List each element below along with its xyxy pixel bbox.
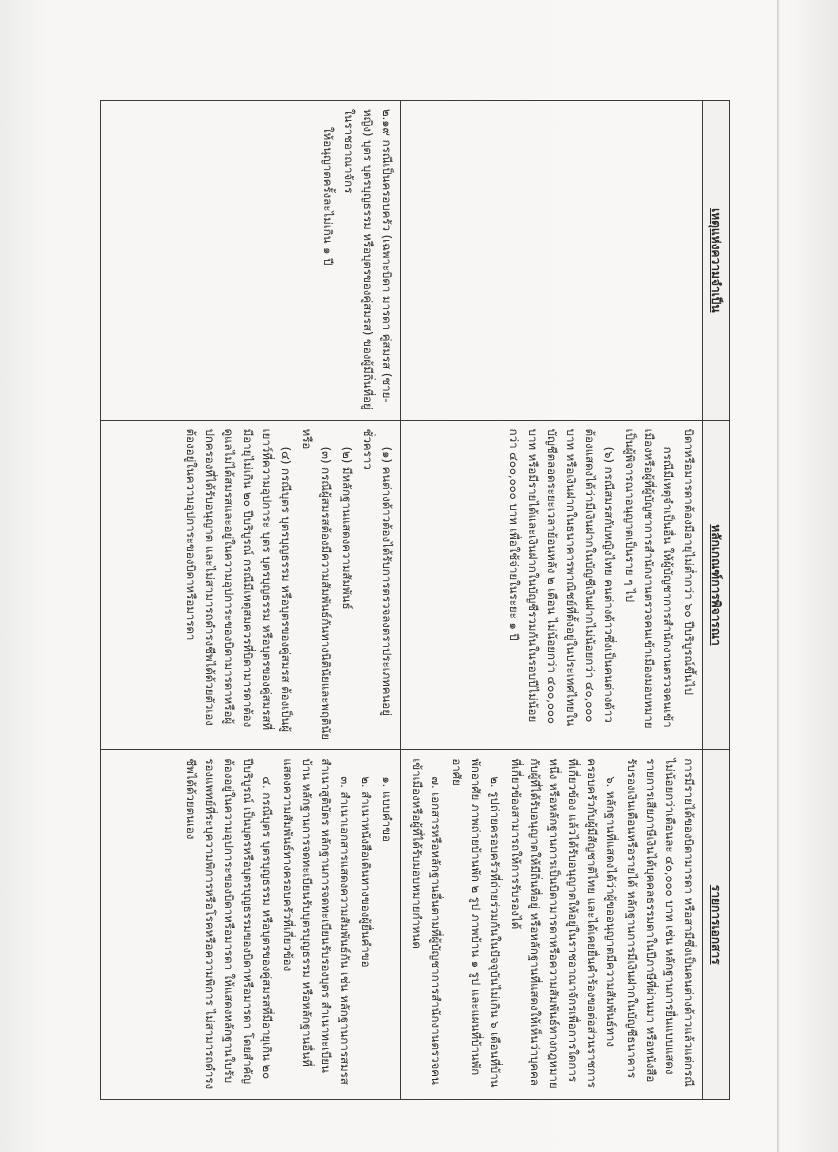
row1-document-line: การมีรายได้ของบิดามารดา หรือสามีซึ่งเป็นคนต่างด้าวแล้วแต่กรณีไม่น้อยกว่าเดือนละ ๔๐,๐๐๐ บาท เช่น หลักฐานการยื่นแบบแสดงรายการเสียภาษีเงินได้บุคคลธรรมดาในปีภาษีที่ผ่านมา หรือหนังสือรับรองเงินเดือนหรือรายได้ หลักฐานการมีเงินฝากในบัญชีธนาคาร bbox=[625, 758, 696, 1087]
row2-reason-cell bbox=[101, 101, 401, 421]
row2-document-line: ๑. แบบคำขอ bbox=[380, 776, 394, 842]
table-row-2-19 bbox=[101, 101, 401, 1100]
row1-documents-cell bbox=[401, 750, 703, 1100]
header-reason bbox=[703, 101, 730, 421]
rotated-table-wrapper bbox=[100, 100, 730, 1100]
row1-criteria-line: (๖) กรณีสมรสกับหญิงไทย คนต่างด้าวซึ่งเป็นคนต่างด้าวต้องแสดงได้ว่ามีเงินฝากในบัญชีเงินฝากไม่น้อยกว่า ๔๐,๐๐๐ บาท หรือเงินฝากในธนาคารพาณิชย์ที่ตั้งอยู่ในประเทศไทยในบัญชีตลอดระยะเวลาย้อนหลัง ๒ เดือน ไม่น้อยกว่า ๔๐๐,๐๐๐ บาท หรือมีรายได้และเงินฝากในบัญชีรวมกันในรอบปีไม่น้อยกว่า ๔๐๐,๐๐๐ บาท เพื่อใช้จ่ายในระยะ ๑ ปี bbox=[507, 428, 616, 727]
table-header-row bbox=[703, 101, 730, 1100]
header-criteria bbox=[703, 420, 730, 750]
table-row-continuation bbox=[401, 101, 703, 1100]
page-edge-shadow bbox=[777, 0, 780, 1152]
row2-reason-line: ให้อนุญาตครั้งละไม่เกิน ๑ ปี bbox=[321, 127, 335, 266]
row1-criteria-line: กรณีมีเหตุจำเป็นอื่น ให้ผู้บัญชาการสำนักงานตรวจคนเข้าเมืองหรือผู้ที่ผู้บัญชาการสำนักงานตรวจคนเข้าเมืองมอบหมายเป็นผู้พิจารณาอนุญาตเป็นราย ๆ ไป bbox=[623, 428, 675, 729]
regulation-table bbox=[100, 100, 730, 1100]
row2-reason-line: ๒.๑๙ กรณีเป็นครอบครัว (เฉพาะบิดา มารดา คู่สมรส (ชาย-หญิง) บุตร บุตรบุญธรรม หรือบุตรของคู่สมรส) ของผู้มีถิ่นที่อยู่ในราชอาณาจักร bbox=[342, 109, 394, 410]
row1-criteria-line: บิดาหรือมารดาต้องมีอายุไม่ต่ำกว่า ๖๐ ปีบริบูรณ์ขึ้นไป bbox=[682, 428, 696, 695]
row2-documents-cell bbox=[101, 750, 401, 1100]
row2-criteria-line: (๑) คนต่างด้าวต้องได้รับการตรวจลงตราประเภทคนอยู่ชั่วคราว bbox=[361, 428, 394, 716]
row2-document-line: ๓. สำเนาเอกสารแสดงความสัมพันธ์กัน เช่น หลักฐานการสมรส สำเนาสูติบัตร หลักฐานการจดทะเบียนรับรองบุตร สำเนาทะเบียนบ้าน หลักฐานการจดทะเบียนรับบุตรบุญธรรม หรือหลักฐานอื่นที่แสดงความสัมพันธ์ทางครอบครัวที่เกี่ยวข้อง bbox=[281, 758, 352, 1085]
row2-document-line: ๒. สำเนาหนังสือเดินทางของผู้ยื่นคำขอ bbox=[359, 776, 373, 968]
row1-reason-cell bbox=[401, 101, 703, 421]
row2-criteria-line: (๒) มีหลักฐานแสดงความสัมพันธ์ bbox=[340, 446, 354, 610]
header-documents bbox=[703, 750, 730, 1100]
row2-criteria-line: (๔) กรณีบุตร บุตรบุญธรรม หรือบุตรของคู่สมรส ต้องเป็นผู้เยาว์ที่ความอุปการะ บุตร บุตรบุญธรรม หรือบุตรของคู่สมรสที่มีอายุไม่เกิน ๒๐ ปีบริบูรณ์ กรณีมีเหตุสมควรที่บิดามารดาต้องดูแลไม่ได้สมรสและอยู่ในความอุปการะของบิดามารดาหรือผู้ปกครองที่ได้รับอนุญาต และไม่สามารถดำรงชีพได้ด้วยตัวเอง ต้องอยู่ในความอุปการะของบิดาหรือมารดา bbox=[184, 428, 293, 733]
header-criteria-text: หลักเกณฑ์การพิจารณา bbox=[709, 524, 724, 646]
header-documents-text: รายการเอกสาร bbox=[709, 884, 724, 965]
row1-criteria-cell bbox=[401, 420, 703, 750]
row1-document-line: ๒. รูปถ่ายครอบครัวที่ถ่ายร่วมกันในปัจจุบันไม่เกิน ๖ เดือนที่บ้านพักอาศัย ภาพถ่ายบ้านพัก ๒ รูป ภาพบ้าน ๑ รูป และแผนที่บ้านพักอาศัย bbox=[450, 758, 502, 1088]
row1-document-line: ๖. หลักฐานที่แสดงได้ว่าผู้ขออนุญาตมีความสัมพันธ์ทางครอบครัวกับผู้มีสัญชาติไทย และได้เคยยื่นคำร้องขอต่อส่วนราชการที่เกี่ยวข้อง แล้วได้รับอนุญาตให้อยู่ในราชอาณาจักรเพื่อการใดการหนึ่ง หรือหลักฐานการเป็นบิดามารดาหรือความสัมพันธ์ทางกฎหมายกับผู้ที่ได้รับอนุญาตให้มีถิ่นที่อยู่ หรือหลักฐานที่แสดงให้เห็นว่าบุคคลที่เกี่ยวข้องสามารถให้การรับรองได้ bbox=[509, 758, 618, 1089]
row2-criteria-line: (๓) กรณีผู้สมรสต้องมีความสัมพันธ์กันทางนิตินัยและพฤตินัย หรือ bbox=[300, 428, 333, 740]
header-reason-text: เหตุแห่งความจำเป็น bbox=[709, 208, 724, 313]
row2-criteria-cell bbox=[101, 420, 401, 750]
row2-document-line: ๔. กรณีบุตร บุตรบุญธรรม หรือบุตรของคู่สมรสที่มีอายุเกิน ๒๐ ปีบริบูรณ์ เป็นบุตรหรือบุตรบุญธรรมของบิดาหรือมารดา โดยสำคัญ ต้องอยู่ในความอุปการะของบิดาหรือมารดา ให้แสดงหลักฐานใบรับรองแพทย์ที่ระบุความพิการหรือโรคหรือความพิการ ไม่สามารถดำรงชีพได้ด้วยตนเอง bbox=[184, 758, 274, 1090]
row1-document-line: ๗. เอกสารหรือหลักฐานอื่นตามที่ผู้บัญชาการสำนักงานตรวจคนเข้าเมืองหรือผู้ที่ได้รับมอบหมายกำหนด bbox=[410, 758, 443, 1085]
